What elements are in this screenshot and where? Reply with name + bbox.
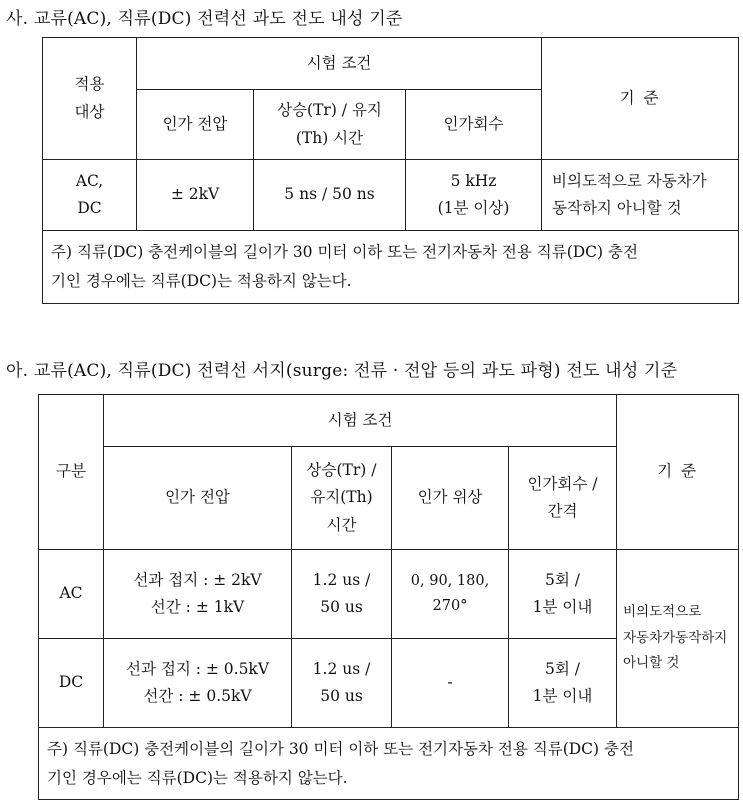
section-sa-heading: 사. 교류(AC), 직류(DC) 전력선 과도 전도 내성 기준 — [6, 9, 403, 29]
row-time-ac-line1: 1.2 us / — [312, 570, 371, 589]
header-count-line1: 인가회수 / — [527, 474, 598, 493]
row-phase-dc: - — [392, 639, 509, 728]
header-rise-line1: 상승(Tr) / — [306, 461, 377, 480]
header-target-line1: 적용 — [74, 75, 105, 94]
row-criteria-line1: 비의도적으로 자동차가 — [552, 171, 707, 190]
header-count-line2: 간격 — [547, 502, 578, 520]
row-target-line1: AC, — [75, 171, 104, 190]
row-voltage-ac — [104, 550, 292, 639]
row-category-ac: AC — [39, 550, 104, 639]
header-target-line2: 대상 — [74, 102, 105, 121]
header-rise-line1: 상승(Tr) / 유지 — [277, 101, 382, 120]
row-target-line2: DC — [77, 199, 102, 217]
row-criteria-line1: 비의도적으로 — [623, 604, 702, 621]
row-criteria-line3: 아니할 것 — [623, 655, 680, 672]
row-time-dc — [292, 639, 392, 728]
header-rise-time — [292, 447, 392, 550]
header-category: 구분 — [39, 395, 104, 550]
note-cell — [39, 728, 739, 800]
header-voltage: 인가 전압 — [104, 447, 292, 550]
row-target — [43, 160, 137, 231]
row-count-ac-line1: 5회 / — [545, 570, 580, 589]
row-criteria — [617, 550, 739, 728]
note-line2: 기인 경우에는 직류(DC)는 적용하지 않는다. — [51, 272, 352, 290]
row-voltage-ac-line2: 선간 : ± 1kV — [150, 598, 245, 616]
row-time-dc-line2: 50 us — [320, 687, 363, 705]
header-rise-line3: 시간 — [326, 515, 357, 534]
header-count: 인가회수 — [406, 90, 542, 160]
row-count-ac — [509, 550, 617, 639]
header-rise-line2: (Th) 시간 — [295, 128, 364, 147]
row-count-dc — [509, 639, 617, 728]
row-count — [406, 160, 542, 231]
transient-immunity-table — [42, 37, 739, 304]
row-phase-ac: 0, 90, 180, 270° — [392, 550, 509, 639]
row-voltage-dc — [104, 639, 292, 728]
note-line2: 기인 경우에는 직류(DC)는 적용하지 않는다. — [47, 768, 348, 787]
header-rise-time — [254, 90, 406, 160]
row-time-ac-line2: 50 us — [320, 598, 363, 616]
row-time-ac — [292, 550, 392, 639]
row-count-line1: 5 kHz — [450, 171, 497, 190]
row-criteria — [542, 160, 739, 231]
row-voltage-dc-line1: 선과 접지 : ± 0.5kV — [125, 659, 270, 678]
header-test-conditions: 시험 조건 — [104, 395, 617, 447]
row-count-line2: (1분 이상) — [437, 199, 510, 217]
row-voltage-dc-line2: 선간 : ± 0.5kV — [143, 687, 252, 705]
header-criteria: 기 준 — [542, 38, 739, 160]
header-voltage: 인가 전압 — [137, 90, 254, 160]
row-time: 5 ns / 50 ns — [254, 160, 406, 231]
header-criteria: 기 준 — [617, 395, 739, 550]
row-category-dc: DC — [39, 639, 104, 728]
row-voltage: ± 2kV — [137, 160, 254, 231]
header-rise-line2: 유지(Th) — [310, 488, 373, 507]
note-line1: 주) 직류(DC) 충전케이블의 길이가 30 미터 이하 또는 전기자동차 전용 직류(DC) 충전 — [51, 243, 638, 262]
row-count-dc-line1: 5회 / — [545, 659, 580, 678]
header-phase: 인가 위상 — [392, 447, 509, 550]
header-test-conditions: 시험 조건 — [137, 38, 542, 90]
row-count-dc-line2: 1분 이내 — [532, 687, 593, 705]
header-target — [43, 38, 137, 160]
surge-immunity-table — [38, 394, 739, 800]
row-voltage-ac-line1: 선과 접지 : ± 2kV — [133, 570, 262, 589]
note-cell — [43, 231, 739, 304]
row-count-ac-line2: 1분 이내 — [532, 598, 593, 616]
section-a-heading: 아. 교류(AC), 직류(DC) 전력선 서지(surge: 전류 · 전압 등의 과도 파형) 전도 내성 기준 — [6, 361, 678, 381]
note-line1: 주) 직류(DC) 충전케이블의 길이가 30 미터 이하 또는 전기자동차 전용 직류(DC) 충전 — [47, 739, 634, 758]
row-time-dc-line1: 1.2 us / — [312, 659, 371, 678]
row-criteria-line2: 자동차가동작하지 — [623, 629, 728, 646]
row-criteria-line2: 동작하지 아니할 것 — [552, 199, 682, 217]
header-count — [509, 447, 617, 550]
